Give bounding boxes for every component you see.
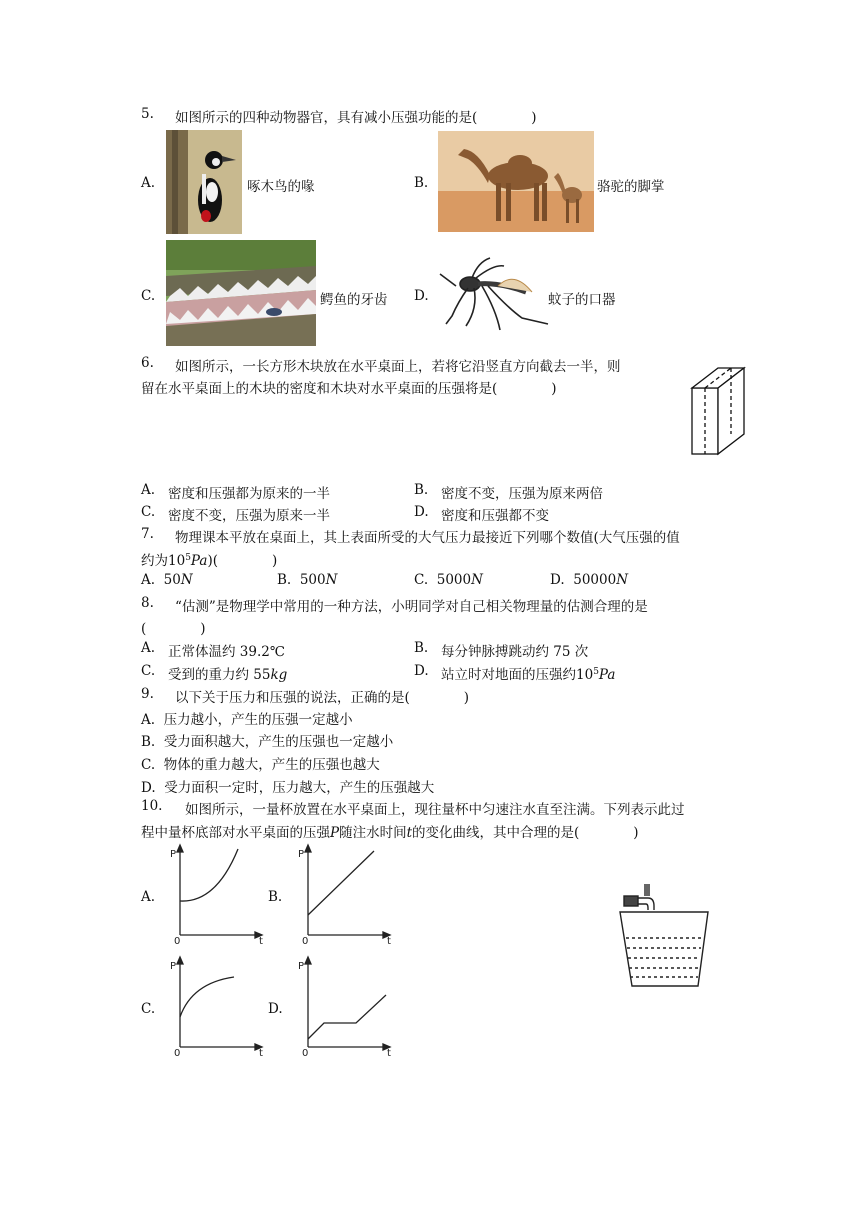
graph-a: [166, 843, 270, 947]
crocodile-image: [166, 240, 316, 346]
q6-option-a-letter: A.: [141, 482, 156, 498]
q7-number: 7.: [141, 526, 154, 542]
woodpecker-image: [166, 130, 242, 234]
q9-option-b: B. 受力面积越大，产生的压强也一定越小: [141, 734, 394, 750]
q9-option-d: D. 受力面积一定时，压力越大，产生的压强越大: [141, 780, 435, 796]
q5-option-d-letter: D.: [414, 288, 429, 304]
q8-option-b-text: 每分钟脉搏跳动约 75 次: [441, 644, 589, 660]
q8-option-a-letter: A.: [141, 640, 156, 656]
q8-stem-line1: “估测”是物理学中常用的一种方法，小明同学对自己相关物理量的估测合理的是: [175, 599, 648, 615]
q7-option-c: C. 5000N: [414, 572, 483, 588]
q6-option-d-text: 密度和压强都不变: [441, 508, 549, 524]
q10-number: 10.: [141, 798, 163, 814]
q10-option-a-letter: A.: [141, 889, 156, 905]
q6-option-b-letter: B.: [414, 482, 429, 498]
graph-d: [294, 955, 398, 1059]
q8-stem-line2: ( ): [141, 621, 206, 637]
q8-option-d-letter: D.: [414, 663, 429, 679]
q7-stem-line2: 约为$10^5Pa$)( ): [141, 553, 278, 569]
q8-number: 8.: [141, 595, 154, 611]
graph-c: [166, 955, 270, 1059]
q10-option-b-letter: B.: [268, 889, 283, 905]
q6-stem-line2: 留在水平桌面上的木块的密度和木块对水平桌面的压强将是( ): [141, 381, 557, 397]
graph-b-y-label: P: [298, 849, 305, 860]
q5-option-c-letter: C.: [141, 288, 156, 304]
graph-d-y-label: P: [298, 961, 305, 972]
q5-option-c-text: 鳄鱼的牙齿: [320, 292, 388, 308]
q8-option-c-text: 受到的重力约 55kg: [168, 667, 288, 683]
q9-number: 9.: [141, 686, 154, 702]
q7-option-a: A. 50N: [141, 572, 193, 588]
q5-option-a-letter: A.: [141, 175, 156, 191]
q10-option-d-letter: D.: [268, 1001, 283, 1017]
q5-number: 5.: [141, 106, 154, 122]
graph-a-origin-label: 0: [174, 936, 181, 947]
graph-c-x-label: t: [259, 1048, 263, 1059]
q9-option-c: C. 物体的重力越大，产生的压强也越大: [141, 757, 380, 773]
q8-option-b-letter: B.: [414, 640, 429, 656]
q7-option-b: B. 500N: [277, 572, 338, 588]
mosquito-image: [438, 252, 550, 332]
graph-a-y-label: P: [170, 849, 177, 860]
q10-stem-line1: 如图所示，一量杯放置在水平桌面上，现往量杯中匀速注水直至注满。下列表示此过: [185, 802, 685, 818]
q7-stem-line1: 物理课本平放在桌面上，其上表面所受的大气压力最接近下列哪个数值(大气压强的值: [175, 530, 680, 546]
q9-stem: 以下关于压力和压强的说法，正确的是( ): [175, 690, 470, 706]
graph-b-x-label: t: [387, 936, 391, 947]
q6-stem-line1: 如图所示，一长方形木块放在水平桌面上，若将它沿竖直方向截去一半，则: [175, 359, 621, 375]
q6-option-c-text: 密度不变，压强为原来一半: [168, 508, 330, 524]
q6-option-b-text: 密度不变，压强为原来两倍: [441, 486, 603, 502]
q8-option-d-text: 站立时对地面的压强约$10^5Pa$: [441, 667, 616, 683]
q5-option-d-text: 蚊子的口器: [548, 292, 616, 308]
q6-option-d-letter: D.: [414, 504, 429, 520]
measuring-cup-diagram: [618, 880, 712, 990]
q5-option-b-text: 骆驼的脚掌: [597, 179, 665, 195]
wood-block-diagram: [688, 366, 748, 458]
q5-option-a-text: 啄木鸟的喙: [247, 179, 315, 195]
q5-stem: 如图所示的四种动物器官，具有减小压强功能的是( ): [175, 110, 537, 126]
q10-option-c-letter: C.: [141, 1001, 156, 1017]
q8-option-c-letter: C.: [141, 663, 156, 679]
q10-stem-line2: 程中量杯底部对水平桌面的压强P随注水时间t的变化曲线，其中合理的是( ): [141, 825, 639, 841]
graph-c-origin-label: 0: [174, 1048, 181, 1059]
graph-b-origin-label: 0: [302, 936, 309, 947]
q7-option-d: D. 50000N: [550, 572, 628, 588]
graph-b: [294, 843, 398, 947]
q5-option-b-letter: B.: [414, 175, 429, 191]
q8-option-a-text: 正常体温约 39.2℃: [168, 644, 285, 660]
camel-image: [438, 131, 594, 232]
graph-d-origin-label: 0: [302, 1048, 309, 1059]
q9-option-a: A. 压力越小，产生的压强一定越小: [141, 712, 353, 728]
graph-a-x-label: t: [259, 936, 263, 947]
q6-option-c-letter: C.: [141, 504, 156, 520]
q6-option-a-text: 密度和压强都为原来的一半: [168, 486, 330, 502]
q6-number: 6.: [141, 355, 154, 371]
graph-c-y-label: P: [170, 961, 177, 972]
graph-d-x-label: t: [387, 1048, 391, 1059]
